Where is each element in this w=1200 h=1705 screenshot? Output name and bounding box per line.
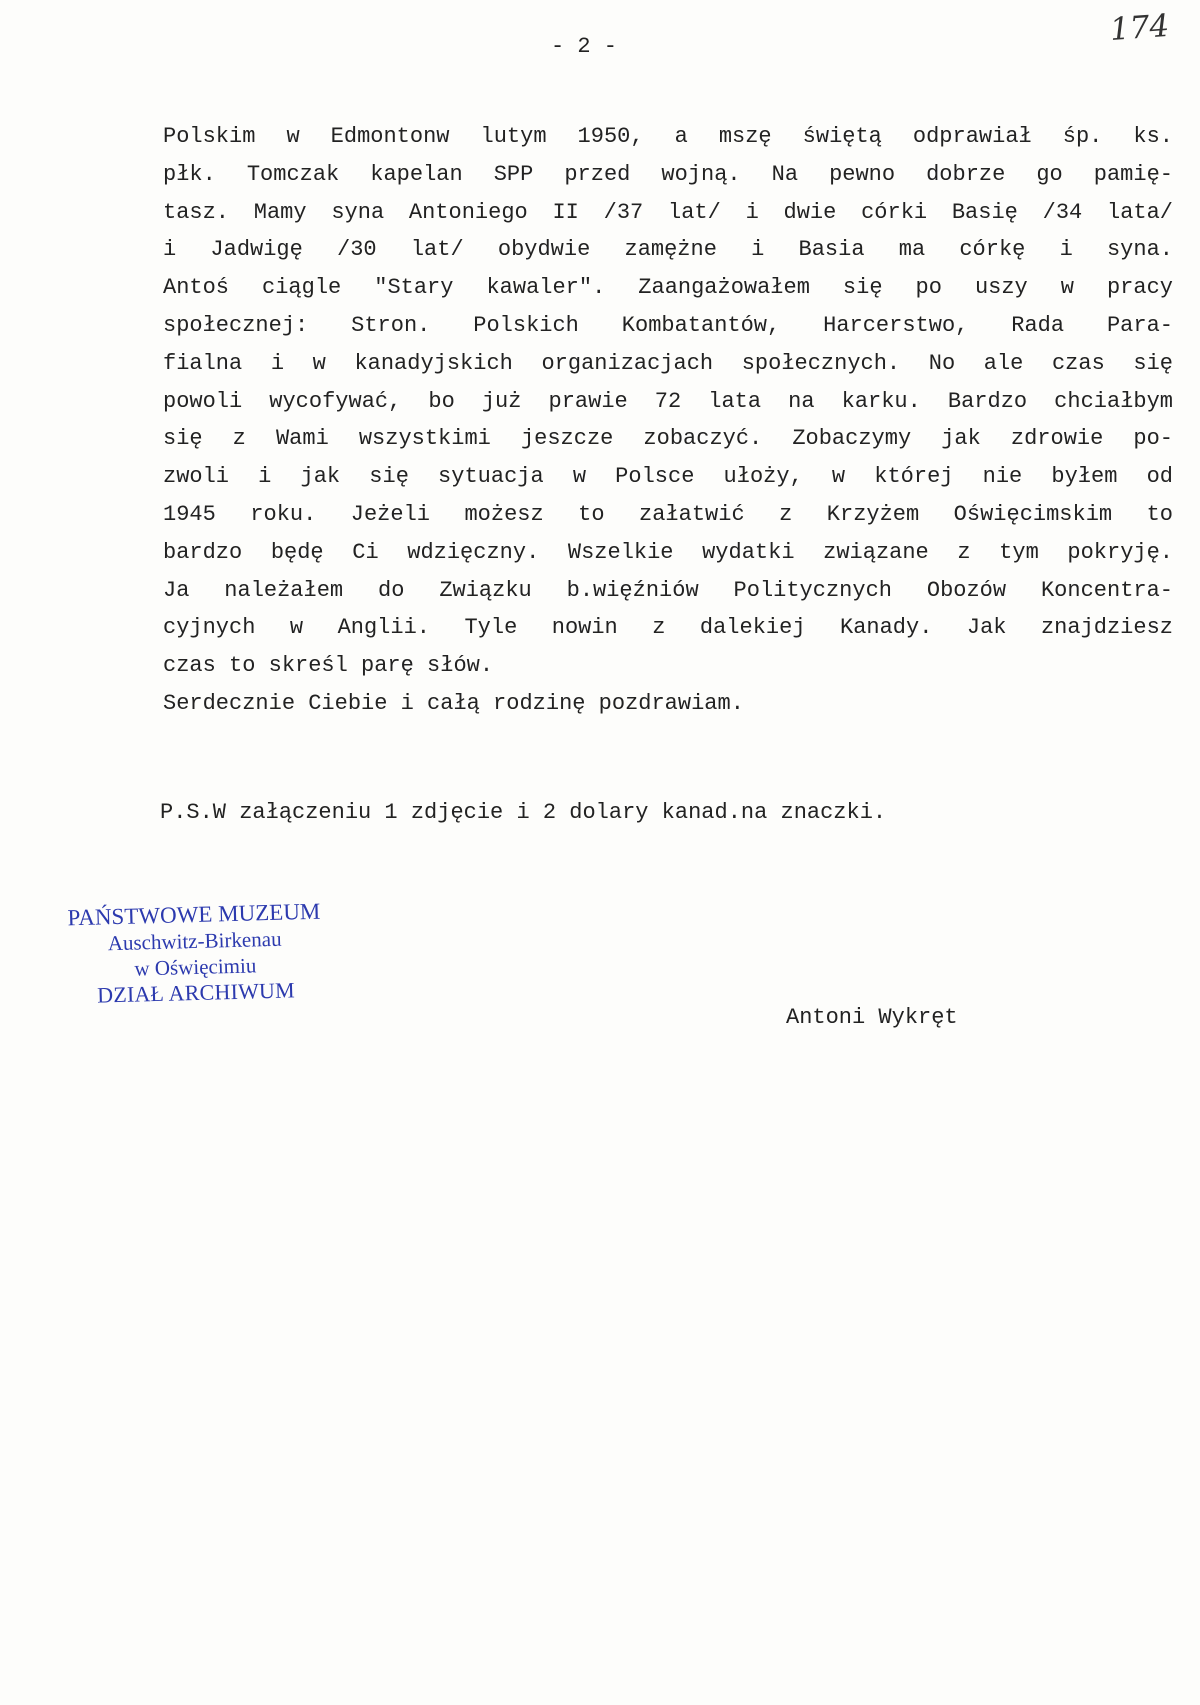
archive-stamp: [59, 898, 332, 1009]
body-line-10: zwoli i jak się sytuacja w Polsce ułoży, w której nie byłem od: [163, 464, 1173, 490]
stamp-line-1: PAŃSTWOWE MUZEUM: [67, 898, 321, 931]
body-line-13: Ja należałem do Związku b.więźniów Politycznych Obozów Koncentra-: [163, 577, 1173, 603]
body-line-1: Polskim w Edmontonw lutym 1950, a mszę świętą odprawiał śp. ks.: [163, 124, 1173, 149]
body-line-5: Antoś ciągle "Stary kawaler". Zaangażowałem się po uszy w pracy: [163, 275, 1173, 301]
page-number: - 2 -: [550, 34, 617, 59]
body-line-2: płk. Tomczak kapelan SPP przed wojną. Na pewno dobrze go pamię-: [163, 161, 1173, 187]
body-line-6: społecznej: Stron. Polskich Kombatantów, Harcerstwo, Rada Para-: [163, 312, 1173, 338]
body-line-8: powoli wycofywać, bo już prawie 72 lata na karku. Bardzo chciałbym: [163, 388, 1173, 414]
stamp-line-4: DZIAŁ ARCHIWUM: [96, 977, 296, 1008]
body-line-11: 1945 roku. Jeżeli możesz to załatwić z Krzyżem Oświęcimskim to: [163, 501, 1173, 527]
stamp-line-2: Auschwitz-Birkenau: [107, 926, 282, 956]
body-line-4: i Jadwigę /30 lat/ obydwie zamężne i Basia ma córkę i syna.: [163, 237, 1173, 263]
archive-page-number: 174: [1108, 7, 1171, 49]
closing-greeting: Serdecznie Ciebie i całą rodzinę pozdrawiam.: [163, 690, 744, 716]
body-line-12: bardzo będę Ci wdzięczny. Wszelkie wydatki związane z tym pokryję.: [163, 539, 1173, 565]
stamp-line-3: w Oświęcimiu: [134, 953, 257, 981]
letter-body: [163, 118, 1173, 723]
body-line-3: tasz. Mamy syna Antoniego II /37 lat/ i dwie córki Basię /34 lata/: [163, 199, 1173, 225]
body-line-14: cyjnych w Anglii. Tyle nowin z dalekiej Kanady. Jak znajdziesz: [163, 615, 1173, 641]
body-line-9: się z Wami wszystkimi jeszcze zobaczyć. Zobaczymy jak zdrowie po-: [163, 426, 1173, 452]
body-line-7: fialna i w kanadyjskich organizacjach społecznych. No ale czas się: [163, 350, 1173, 376]
signature: Antoni Wykręt: [786, 1005, 958, 1030]
body-line-15: czas to skreśl parę słów.: [163, 653, 494, 679]
postscript: P.S.W załączeniu 1 zdjęcie i 2 dolary kanad.na znaczki.: [160, 800, 887, 825]
